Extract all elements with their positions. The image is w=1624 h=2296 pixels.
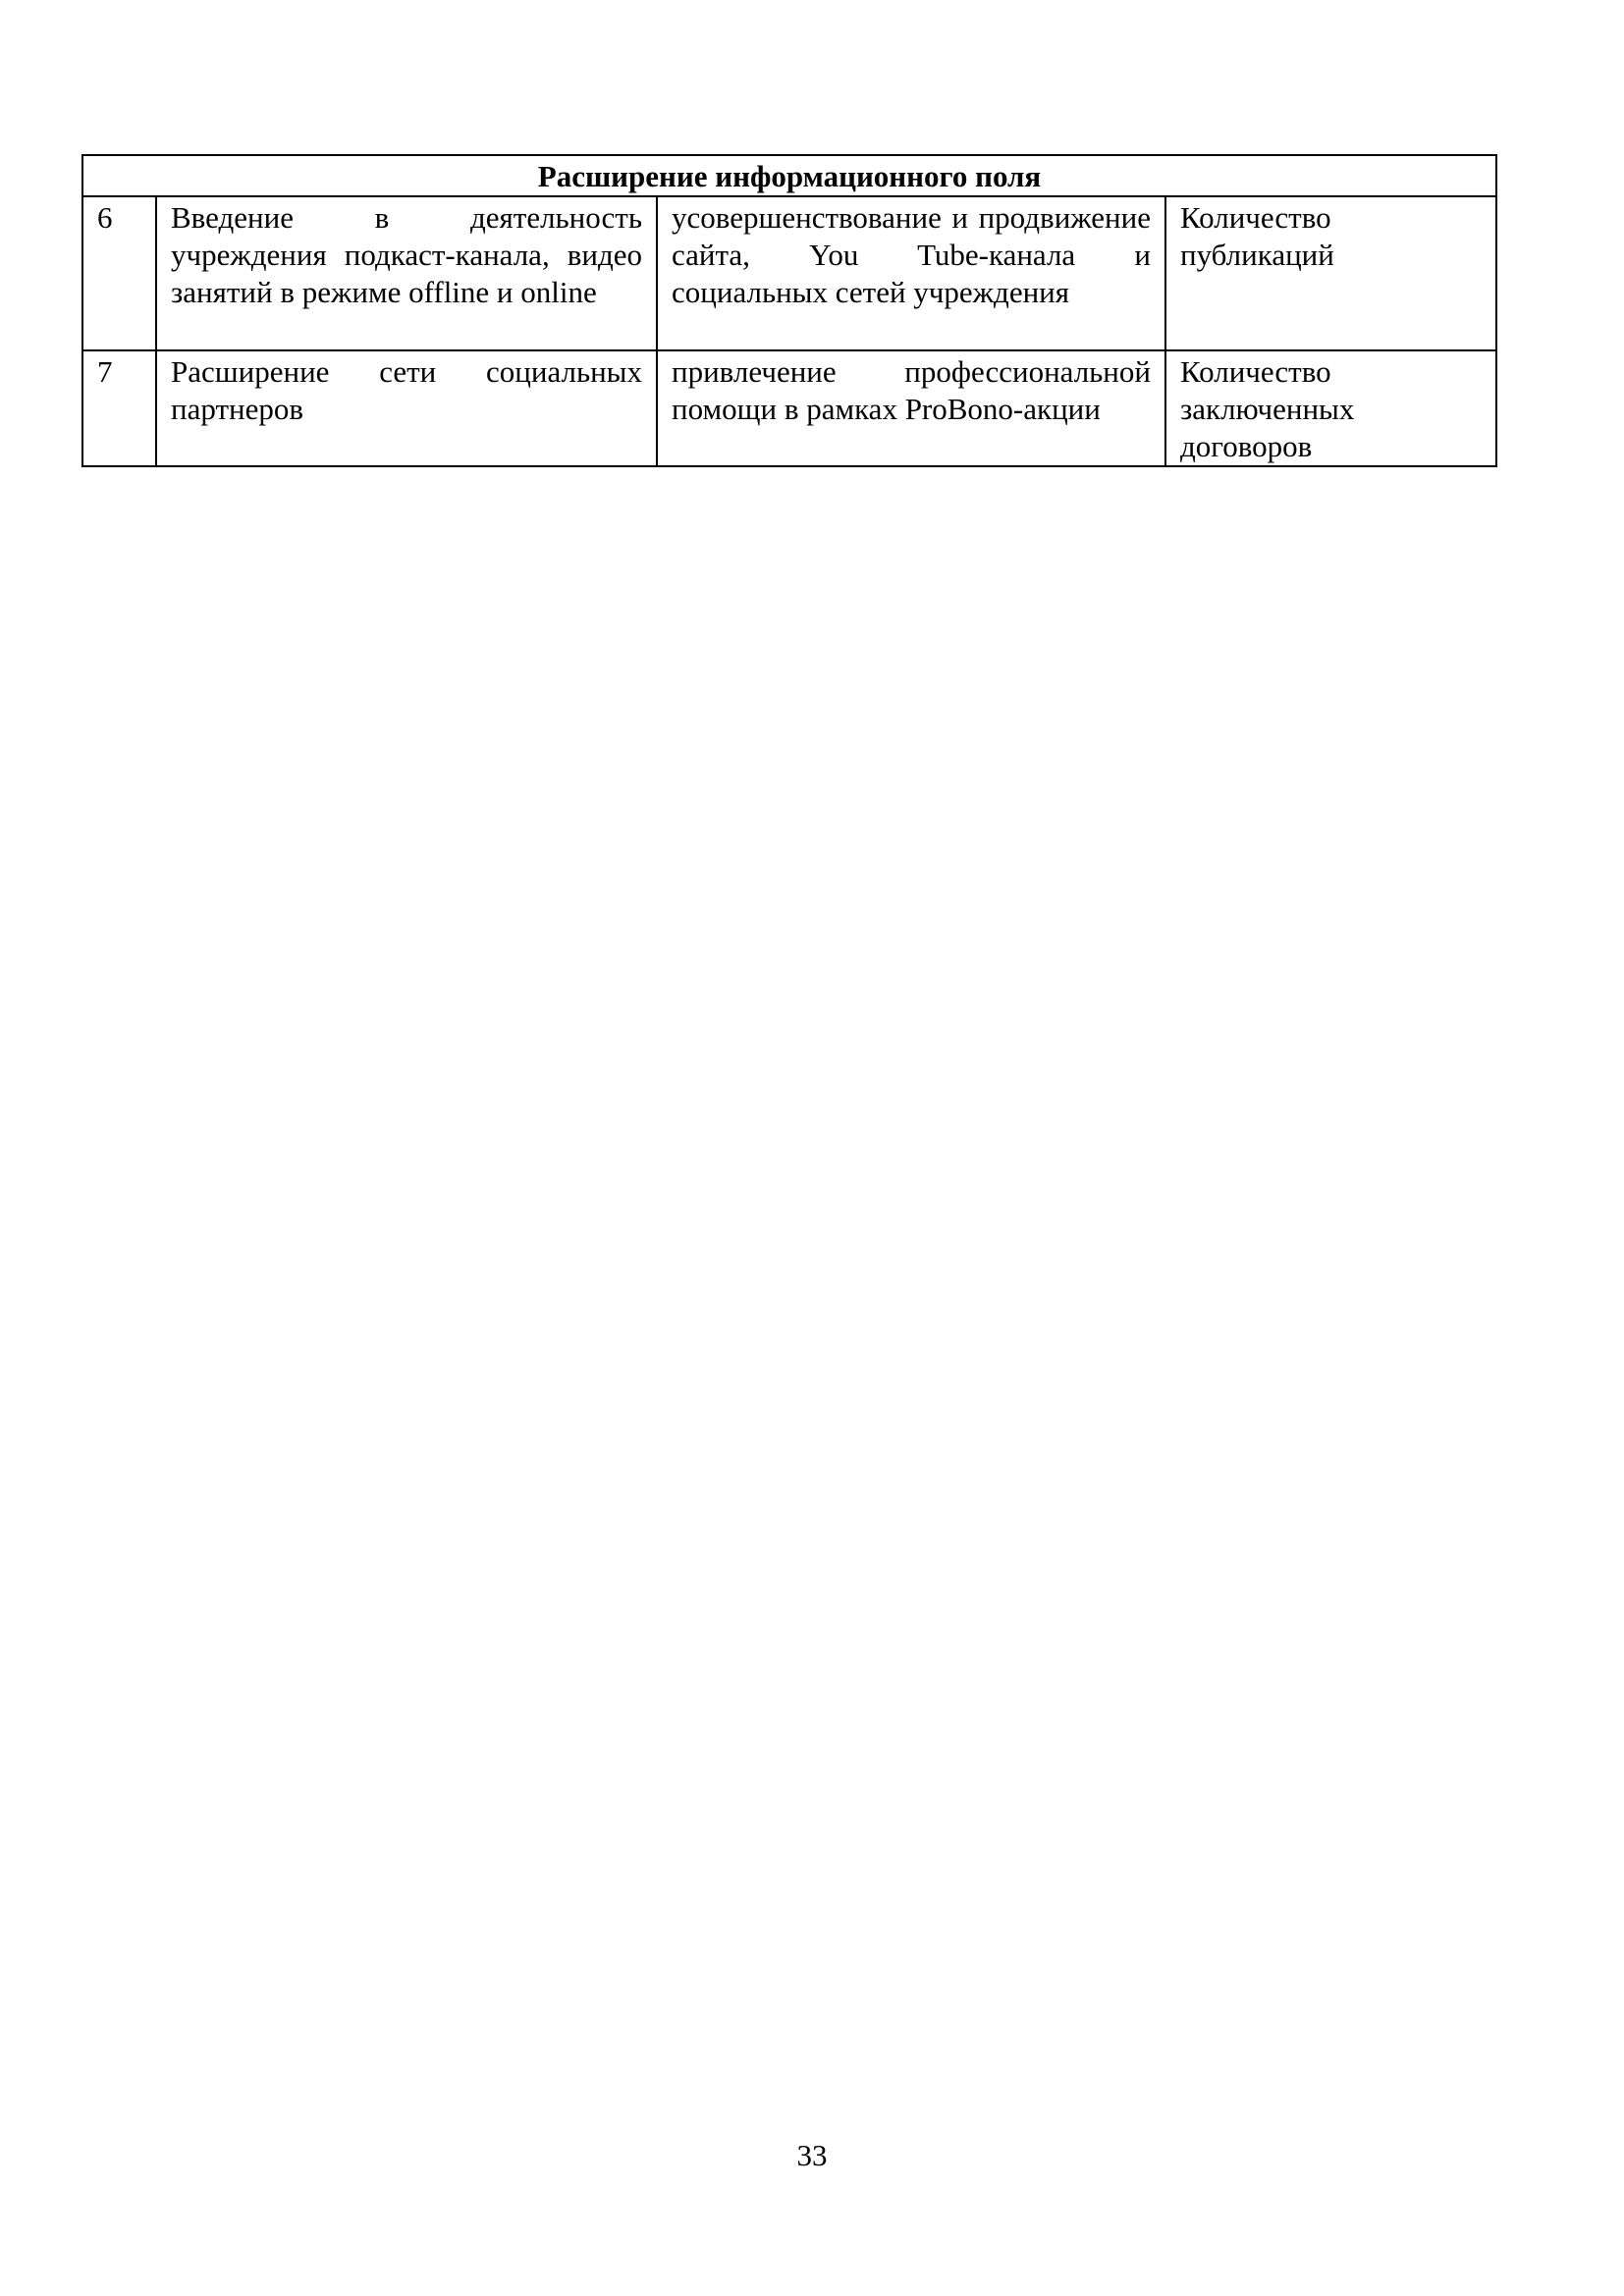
page-number: 33 xyxy=(796,2138,828,2172)
table-row xyxy=(82,196,1496,350)
activity-cell: Введение в деятельность учреждения подкаст-канала, видео занятий в режиме offline и online xyxy=(156,196,657,350)
activity-table xyxy=(81,154,1497,467)
section-title: Расширение информационного поля xyxy=(82,155,1496,196)
activity-cell: Расширение сети социальных партнеров xyxy=(156,350,657,466)
section-header-row xyxy=(82,155,1496,196)
row-number: 7 xyxy=(82,350,156,466)
actions-cell: привлечение профессиональной помощи в рамках ProBono-акции xyxy=(657,350,1165,466)
table-row xyxy=(82,350,1496,466)
row-number: 6 xyxy=(82,196,156,350)
indicator-cell: Количество публикаций xyxy=(1165,196,1496,350)
indicator-cell: Количество заключенных договоров xyxy=(1165,350,1496,466)
actions-cell: усовершенствование и продвижение сайта, You Tube-канала и социальных сетей учреждения xyxy=(657,196,1165,350)
